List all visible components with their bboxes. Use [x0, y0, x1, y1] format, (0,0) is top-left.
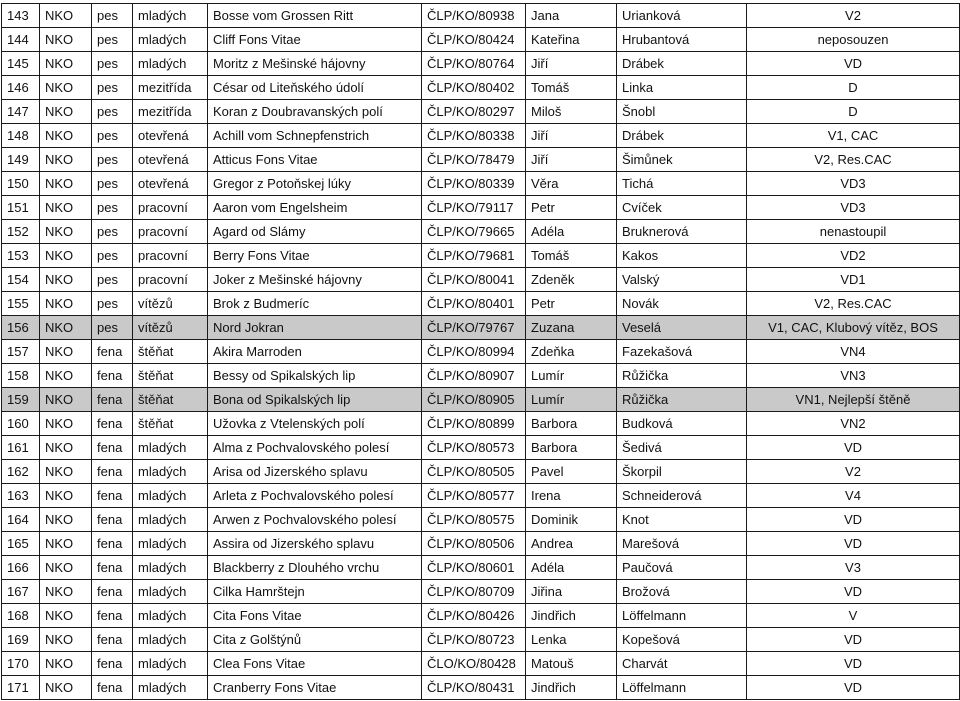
entry-number-cell: 156: [2, 316, 40, 340]
result-cell: V: [747, 604, 960, 628]
result-cell: VD: [747, 628, 960, 652]
table-row: [2, 4, 960, 28]
table-row: [2, 676, 960, 700]
registration-number-cell: ČLP/KO/80764: [422, 52, 526, 76]
class-cell: vítězů: [133, 316, 208, 340]
registration-number-cell: ČLP/KO/80426: [422, 604, 526, 628]
result-cell: VD: [747, 52, 960, 76]
sex-cell: fena: [92, 628, 133, 652]
dog-name-cell: Cranberry Fons Vitae: [208, 676, 422, 700]
owner-first-name-cell: Lumír: [526, 388, 617, 412]
class-cell: mladých: [133, 28, 208, 52]
registration-number-cell: ČLP/KO/80723: [422, 628, 526, 652]
class-cell: pracovní: [133, 244, 208, 268]
class-cell: štěňat: [133, 412, 208, 436]
owner-first-name-cell: Matouš: [526, 652, 617, 676]
table-row: [2, 28, 960, 52]
club-cell: NKO: [40, 412, 92, 436]
sex-cell: pes: [92, 220, 133, 244]
sex-cell: pes: [92, 292, 133, 316]
owner-first-name-cell: Adéla: [526, 220, 617, 244]
owner-last-name-cell: Charvát: [617, 652, 747, 676]
table-row: [2, 580, 960, 604]
entry-number-cell: 143: [2, 4, 40, 28]
table-row: [2, 52, 960, 76]
dog-name-cell: Achill vom Schnepfenstrich: [208, 124, 422, 148]
dog-name-cell: Arleta z Pochvalovského polesí: [208, 484, 422, 508]
result-cell: V1, CAC, Klubový vítěz, BOS: [747, 316, 960, 340]
owner-last-name-cell: Cvíček: [617, 196, 747, 220]
registration-number-cell: ČLP/KO/80431: [422, 676, 526, 700]
club-cell: NKO: [40, 148, 92, 172]
owner-first-name-cell: Lumír: [526, 364, 617, 388]
owner-last-name-cell: Fazekašová: [617, 340, 747, 364]
dog-name-cell: Bessy od Spikalských lip: [208, 364, 422, 388]
entry-number-cell: 159: [2, 388, 40, 412]
owner-first-name-cell: Jiří: [526, 148, 617, 172]
owner-last-name-cell: Urianková: [617, 4, 747, 28]
entry-number-cell: 158: [2, 364, 40, 388]
owner-last-name-cell: Drábek: [617, 52, 747, 76]
class-cell: mladých: [133, 436, 208, 460]
sex-cell: pes: [92, 268, 133, 292]
club-cell: NKO: [40, 76, 92, 100]
sex-cell: fena: [92, 508, 133, 532]
owner-last-name-cell: Novák: [617, 292, 747, 316]
entry-number-cell: 160: [2, 412, 40, 436]
result-cell: VD2: [747, 244, 960, 268]
registration-number-cell: ČLP/KO/80573: [422, 436, 526, 460]
owner-last-name-cell: Paučová: [617, 556, 747, 580]
result-cell: V2: [747, 4, 960, 28]
owner-last-name-cell: Bruknerová: [617, 220, 747, 244]
class-cell: pracovní: [133, 220, 208, 244]
class-cell: mladých: [133, 508, 208, 532]
class-cell: štěňat: [133, 340, 208, 364]
table-row: [2, 292, 960, 316]
dog-name-cell: Berry Fons Vitae: [208, 244, 422, 268]
entry-number-cell: 151: [2, 196, 40, 220]
entry-number-cell: 161: [2, 436, 40, 460]
registration-number-cell: ČLP/KO/80505: [422, 460, 526, 484]
class-cell: mladých: [133, 460, 208, 484]
registration-number-cell: ČLP/KO/80994: [422, 340, 526, 364]
registration-number-cell: ČLP/KO/80338: [422, 124, 526, 148]
owner-first-name-cell: Zdeněk: [526, 268, 617, 292]
owner-last-name-cell: Růžička: [617, 388, 747, 412]
registration-number-cell: ČLP/KO/80339: [422, 172, 526, 196]
table-row: [2, 196, 960, 220]
table-row: [2, 268, 960, 292]
result-cell: VD: [747, 580, 960, 604]
result-cell: VD3: [747, 172, 960, 196]
result-cell: VN3: [747, 364, 960, 388]
table-row: [2, 508, 960, 532]
sex-cell: pes: [92, 316, 133, 340]
sex-cell: pes: [92, 52, 133, 76]
dog-name-cell: Bosse vom Grossen Ritt: [208, 4, 422, 28]
dog-name-cell: Cliff Fons Vitae: [208, 28, 422, 52]
result-cell: D: [747, 100, 960, 124]
result-cell: V2, Res.CAC: [747, 292, 960, 316]
result-cell: VD: [747, 676, 960, 700]
registration-number-cell: ČLP/KO/80899: [422, 412, 526, 436]
entry-number-cell: 165: [2, 532, 40, 556]
registration-number-cell: ČLP/KO/80424: [422, 28, 526, 52]
class-cell: mladých: [133, 556, 208, 580]
owner-last-name-cell: Šimůnek: [617, 148, 747, 172]
club-cell: NKO: [40, 244, 92, 268]
club-cell: NKO: [40, 652, 92, 676]
sex-cell: pes: [92, 196, 133, 220]
sex-cell: pes: [92, 148, 133, 172]
owner-first-name-cell: Petr: [526, 292, 617, 316]
table-row: [2, 340, 960, 364]
registration-number-cell: ČLP/KO/79767: [422, 316, 526, 340]
sex-cell: pes: [92, 124, 133, 148]
registration-number-cell: ČLP/KO/79681: [422, 244, 526, 268]
sex-cell: pes: [92, 28, 133, 52]
owner-first-name-cell: Jindřich: [526, 676, 617, 700]
dog-name-cell: Akira Marroden: [208, 340, 422, 364]
registration-number-cell: ČLP/KO/80575: [422, 508, 526, 532]
class-cell: mladých: [133, 484, 208, 508]
owner-last-name-cell: Marešová: [617, 532, 747, 556]
owner-first-name-cell: Miloš: [526, 100, 617, 124]
class-cell: mladých: [133, 52, 208, 76]
dog-name-cell: Blackberry z Dlouhého vrchu: [208, 556, 422, 580]
entry-number-cell: 157: [2, 340, 40, 364]
club-cell: NKO: [40, 580, 92, 604]
result-cell: VN2: [747, 412, 960, 436]
owner-last-name-cell: Löffelmann: [617, 676, 747, 700]
club-cell: NKO: [40, 628, 92, 652]
entry-number-cell: 154: [2, 268, 40, 292]
dog-name-cell: Brok z Budmeríc: [208, 292, 422, 316]
club-cell: NKO: [40, 292, 92, 316]
dog-name-cell: Koran z Doubravanských polí: [208, 100, 422, 124]
entry-number-cell: 149: [2, 148, 40, 172]
owner-last-name-cell: Šnobl: [617, 100, 747, 124]
club-cell: NKO: [40, 100, 92, 124]
result-cell: VN1, Nejlepší štěně: [747, 388, 960, 412]
sex-cell: pes: [92, 100, 133, 124]
owner-first-name-cell: Petr: [526, 196, 617, 220]
owner-first-name-cell: Andrea: [526, 532, 617, 556]
class-cell: mladých: [133, 652, 208, 676]
entry-number-cell: 150: [2, 172, 40, 196]
dog-name-cell: Moritz z Mešinské hájovny: [208, 52, 422, 76]
results-table-body: [2, 4, 960, 700]
class-cell: pracovní: [133, 268, 208, 292]
owner-first-name-cell: Věra: [526, 172, 617, 196]
result-cell: neposouzen: [747, 28, 960, 52]
sex-cell: fena: [92, 412, 133, 436]
registration-number-cell: ČLP/KO/79665: [422, 220, 526, 244]
registration-number-cell: ČLP/KO/80907: [422, 364, 526, 388]
owner-last-name-cell: Tichá: [617, 172, 747, 196]
owner-first-name-cell: Irena: [526, 484, 617, 508]
owner-first-name-cell: Jiřina: [526, 580, 617, 604]
dog-name-cell: Gregor z Potoňskej lúky: [208, 172, 422, 196]
table-row: [2, 172, 960, 196]
registration-number-cell: ČLO/KO/80428: [422, 652, 526, 676]
dog-name-cell: Clea Fons Vitae: [208, 652, 422, 676]
owner-first-name-cell: Dominik: [526, 508, 617, 532]
owner-first-name-cell: Tomáš: [526, 244, 617, 268]
entry-number-cell: 153: [2, 244, 40, 268]
club-cell: NKO: [40, 460, 92, 484]
owner-first-name-cell: Kateřina: [526, 28, 617, 52]
result-cell: VN4: [747, 340, 960, 364]
dog-name-cell: Atticus Fons Vitae: [208, 148, 422, 172]
table-row: [2, 556, 960, 580]
entry-number-cell: 166: [2, 556, 40, 580]
table-row: [2, 100, 960, 124]
sex-cell: fena: [92, 676, 133, 700]
result-cell: D: [747, 76, 960, 100]
table-row: [2, 532, 960, 556]
dog-name-cell: Alma z Pochvalovského polesí: [208, 436, 422, 460]
owner-first-name-cell: Jiří: [526, 124, 617, 148]
entry-number-cell: 168: [2, 604, 40, 628]
club-cell: NKO: [40, 52, 92, 76]
owner-last-name-cell: Kopešová: [617, 628, 747, 652]
registration-number-cell: ČLP/KO/80402: [422, 76, 526, 100]
dog-name-cell: Assira od Jizerského splavu: [208, 532, 422, 556]
registration-number-cell: ČLP/KO/80905: [422, 388, 526, 412]
sex-cell: pes: [92, 76, 133, 100]
owner-first-name-cell: Adéla: [526, 556, 617, 580]
owner-last-name-cell: Linka: [617, 76, 747, 100]
class-cell: mladých: [133, 628, 208, 652]
table-row: [2, 244, 960, 268]
table-row: [2, 604, 960, 628]
entry-number-cell: 148: [2, 124, 40, 148]
club-cell: NKO: [40, 532, 92, 556]
table-row: [2, 220, 960, 244]
class-cell: štěňat: [133, 388, 208, 412]
sex-cell: pes: [92, 4, 133, 28]
registration-number-cell: ČLP/KO/80297: [422, 100, 526, 124]
result-cell: V2: [747, 460, 960, 484]
sex-cell: fena: [92, 364, 133, 388]
club-cell: NKO: [40, 556, 92, 580]
result-cell: VD: [747, 652, 960, 676]
entry-number-cell: 167: [2, 580, 40, 604]
dog-name-cell: Cita Fons Vitae: [208, 604, 422, 628]
owner-last-name-cell: Löffelmann: [617, 604, 747, 628]
result-cell: VD: [747, 508, 960, 532]
registration-number-cell: ČLP/KO/80709: [422, 580, 526, 604]
dog-name-cell: Agard od Slámy: [208, 220, 422, 244]
result-cell: V1, CAC: [747, 124, 960, 148]
registration-number-cell: ČLP/KO/80938: [422, 4, 526, 28]
owner-last-name-cell: Brožová: [617, 580, 747, 604]
class-cell: pracovní: [133, 196, 208, 220]
sex-cell: pes: [92, 244, 133, 268]
class-cell: otevřená: [133, 172, 208, 196]
registration-number-cell: ČLP/KO/78479: [422, 148, 526, 172]
sex-cell: pes: [92, 172, 133, 196]
owner-last-name-cell: Schneiderová: [617, 484, 747, 508]
results-table: [1, 3, 960, 700]
registration-number-cell: ČLP/KO/80577: [422, 484, 526, 508]
owner-last-name-cell: Drábek: [617, 124, 747, 148]
entry-number-cell: 164: [2, 508, 40, 532]
entry-number-cell: 145: [2, 52, 40, 76]
club-cell: NKO: [40, 676, 92, 700]
owner-last-name-cell: Kakos: [617, 244, 747, 268]
table-row: [2, 460, 960, 484]
dog-name-cell: César od Liteňského údolí: [208, 76, 422, 100]
result-cell: VD1: [747, 268, 960, 292]
table-row: [2, 364, 960, 388]
entry-number-cell: 169: [2, 628, 40, 652]
owner-first-name-cell: Pavel: [526, 460, 617, 484]
table-row: [2, 76, 960, 100]
sex-cell: fena: [92, 604, 133, 628]
sex-cell: fena: [92, 556, 133, 580]
table-row: [2, 484, 960, 508]
club-cell: NKO: [40, 172, 92, 196]
class-cell: otevřená: [133, 148, 208, 172]
entry-number-cell: 152: [2, 220, 40, 244]
class-cell: mladých: [133, 4, 208, 28]
registration-number-cell: ČLP/KO/80506: [422, 532, 526, 556]
table-row: [2, 652, 960, 676]
owner-last-name-cell: Šedivá: [617, 436, 747, 460]
sex-cell: fena: [92, 484, 133, 508]
owner-last-name-cell: Hrubantová: [617, 28, 747, 52]
dog-name-cell: Joker z Mešinské hájovny: [208, 268, 422, 292]
result-cell: VD: [747, 532, 960, 556]
table-row: [2, 316, 960, 340]
result-cell: V3: [747, 556, 960, 580]
club-cell: NKO: [40, 28, 92, 52]
sex-cell: fena: [92, 388, 133, 412]
owner-last-name-cell: Růžička: [617, 364, 747, 388]
table-row: [2, 124, 960, 148]
entry-number-cell: 147: [2, 100, 40, 124]
club-cell: NKO: [40, 604, 92, 628]
result-cell: nenastoupil: [747, 220, 960, 244]
owner-first-name-cell: Jiří: [526, 52, 617, 76]
dog-name-cell: Cilka Hamrštejn: [208, 580, 422, 604]
club-cell: NKO: [40, 268, 92, 292]
club-cell: NKO: [40, 364, 92, 388]
class-cell: mezitřída: [133, 76, 208, 100]
entry-number-cell: 170: [2, 652, 40, 676]
owner-first-name-cell: Lenka: [526, 628, 617, 652]
owner-first-name-cell: Jana: [526, 4, 617, 28]
entry-number-cell: 162: [2, 460, 40, 484]
class-cell: otevřená: [133, 124, 208, 148]
registration-number-cell: ČLP/KO/80401: [422, 292, 526, 316]
club-cell: NKO: [40, 196, 92, 220]
dog-name-cell: Arisa od Jizerského splavu: [208, 460, 422, 484]
entry-number-cell: 155: [2, 292, 40, 316]
dog-name-cell: Nord Jokran: [208, 316, 422, 340]
class-cell: vítězů: [133, 292, 208, 316]
class-cell: mladých: [133, 580, 208, 604]
table-row: [2, 388, 960, 412]
owner-first-name-cell: Barbora: [526, 412, 617, 436]
table-row: [2, 628, 960, 652]
owner-last-name-cell: Škorpil: [617, 460, 747, 484]
owner-last-name-cell: Valský: [617, 268, 747, 292]
result-cell: VD3: [747, 196, 960, 220]
owner-last-name-cell: Veselá: [617, 316, 747, 340]
entry-number-cell: 146: [2, 76, 40, 100]
result-cell: V2, Res.CAC: [747, 148, 960, 172]
sex-cell: fena: [92, 532, 133, 556]
registration-number-cell: ČLP/KO/79117: [422, 196, 526, 220]
club-cell: NKO: [40, 316, 92, 340]
class-cell: mladých: [133, 532, 208, 556]
dog-name-cell: Bona od Spikalských lip: [208, 388, 422, 412]
dog-name-cell: Arwen z Pochvalovského polesí: [208, 508, 422, 532]
club-cell: NKO: [40, 4, 92, 28]
sex-cell: fena: [92, 340, 133, 364]
result-cell: VD: [747, 436, 960, 460]
sex-cell: fena: [92, 460, 133, 484]
class-cell: štěňat: [133, 364, 208, 388]
club-cell: NKO: [40, 484, 92, 508]
registration-number-cell: ČLP/KO/80601: [422, 556, 526, 580]
dog-name-cell: Užovka z Vtelenských polí: [208, 412, 422, 436]
table-row: [2, 148, 960, 172]
owner-first-name-cell: Barbora: [526, 436, 617, 460]
result-cell: V4: [747, 484, 960, 508]
owner-first-name-cell: Jindřich: [526, 604, 617, 628]
owner-first-name-cell: Tomáš: [526, 76, 617, 100]
entry-number-cell: 163: [2, 484, 40, 508]
owner-last-name-cell: Knot: [617, 508, 747, 532]
table-row: [2, 412, 960, 436]
club-cell: NKO: [40, 508, 92, 532]
class-cell: mladých: [133, 676, 208, 700]
class-cell: mladých: [133, 604, 208, 628]
owner-first-name-cell: Zdeňka: [526, 340, 617, 364]
class-cell: mezitřída: [133, 100, 208, 124]
sex-cell: fena: [92, 436, 133, 460]
sex-cell: fena: [92, 652, 133, 676]
table-row: [2, 436, 960, 460]
club-cell: NKO: [40, 220, 92, 244]
club-cell: NKO: [40, 124, 92, 148]
club-cell: NKO: [40, 436, 92, 460]
club-cell: NKO: [40, 340, 92, 364]
entry-number-cell: 171: [2, 676, 40, 700]
dog-name-cell: Cita z Golštýnů: [208, 628, 422, 652]
entry-number-cell: 144: [2, 28, 40, 52]
registration-number-cell: ČLP/KO/80041: [422, 268, 526, 292]
dog-name-cell: Aaron vom Engelsheim: [208, 196, 422, 220]
club-cell: NKO: [40, 388, 92, 412]
owner-first-name-cell: Zuzana: [526, 316, 617, 340]
owner-last-name-cell: Budková: [617, 412, 747, 436]
sex-cell: fena: [92, 580, 133, 604]
